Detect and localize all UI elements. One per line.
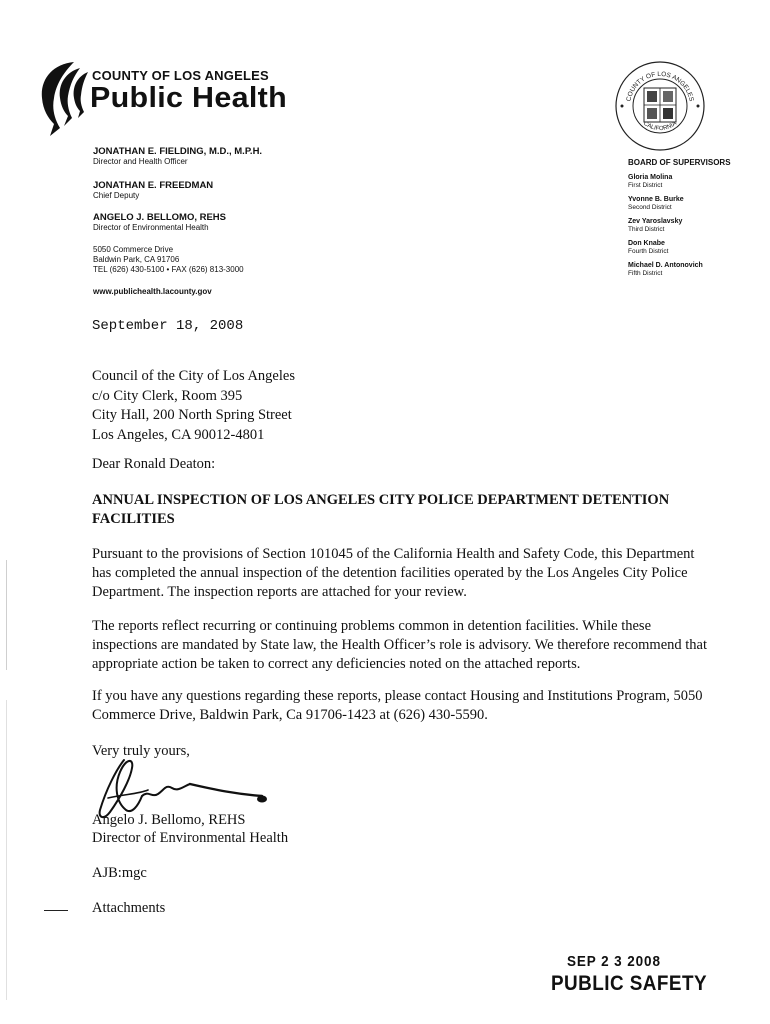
signer-name: Angelo J. Bellomo, REHS <box>92 812 246 828</box>
supervisor-name: Yvonne B. Burke <box>628 196 684 203</box>
staff-name: JONATHAN E. FIELDING, M.D., M.P.H. <box>93 146 263 157</box>
body-paragraph: If you have any questions regarding these reports, please contact Housing and Institutions Program, 5050 Commerce Drive, Baldwin Park, Ca 91706-1423 at (626) 430-5590. <box>92 688 703 723</box>
body-paragraph: Pursuant to the provisions of Section 101045 of the California Health and Safety Code, this Department has completed the annual inspection of the detention facilities operated by the Los Angeles City Police Department. The inspection reports are attached for your review. <box>92 546 695 600</box>
closing: Very truly yours, <box>92 743 190 759</box>
seal-text-top: COUNTY OF LOS ANGELES <box>625 70 695 103</box>
reference-initials: AJB:mgc <box>92 865 147 881</box>
supervisor-name: Don Knabe <box>628 240 665 247</box>
recipient-line: Los Angeles, CA 90012-4801 <box>92 426 265 443</box>
seal-text-bottom: CALIFORNIA <box>642 120 678 133</box>
supervisor-district: Fifth District <box>628 270 663 277</box>
website-link[interactable]: www.publichealth.lacounty.gov <box>93 287 212 296</box>
board-member <box>628 262 703 278</box>
staff-name: JONATHAN E. FREEDMAN <box>93 180 214 191</box>
address-phone: TEL (626) 430-5100 • FAX (626) 813-3000 <box>93 265 244 274</box>
board-heading: BOARD OF SUPERVISORS <box>628 158 731 167</box>
supervisor-name: Zev Yaroslavsky <box>628 218 683 225</box>
county-name: COUNTY OF LOS ANGELES <box>92 68 269 83</box>
staff-name: ANGELO J. BELLOMO, REHS <box>93 212 227 223</box>
body-paragraph: The reports reflect recurring or continuing problems common in detention facilities. While these inspections are mandated by State law, the Health Officer’s role is advisory. We therefore recommend that appropriate action be taken to correct any deficiencies noted on the attached reports. <box>92 618 708 672</box>
public-health-logo <box>34 58 96 138</box>
staff-title: Director of Environmental Health <box>93 223 209 232</box>
supervisor-name: Gloria Molina <box>628 174 673 181</box>
recipient-line: c/o City Clerk, Room 395 <box>92 387 243 404</box>
staff-title: Chief Deputy <box>93 191 140 200</box>
recipient-line: Council of the City of Los Angeles <box>92 368 295 384</box>
scan-edge-line <box>6 700 7 1000</box>
letter-date: September 18, 2008 <box>92 318 244 334</box>
department-address <box>93 245 244 275</box>
salutation: Dear Ronald Deaton: <box>92 456 216 472</box>
signer-title: Director of Environmental Health <box>92 830 289 846</box>
staff-block <box>93 212 226 232</box>
margin-dash <box>44 910 68 911</box>
attachments-label: Attachments <box>92 900 166 916</box>
staff-block <box>93 180 213 200</box>
address-street: 5050 Commerce Drive <box>93 245 174 254</box>
received-stamp-date: SEP 2 3 2008 <box>567 953 661 970</box>
supervisor-district: First District <box>628 182 663 189</box>
board-member <box>628 240 668 256</box>
recipient-address <box>92 367 295 445</box>
board-member <box>628 218 682 234</box>
supervisor-district: Third District <box>628 226 665 233</box>
scan-edge-line <box>6 560 7 670</box>
board-member <box>628 174 672 190</box>
recipient-line: City Hall, 200 North Spring Street <box>92 407 292 423</box>
staff-title: Director and Health Officer <box>93 157 188 166</box>
department-name: Public Health <box>90 82 287 114</box>
supervisor-district: Fourth District <box>628 248 669 255</box>
received-stamp-department: PUBLIC SAFETY <box>551 972 708 995</box>
supervisor-district: Second District <box>628 204 672 211</box>
address-city: Baldwin Park, CA 91706 <box>93 255 180 264</box>
county-seal-icon <box>612 58 708 154</box>
staff-block <box>93 146 262 166</box>
board-member <box>628 196 684 212</box>
supervisor-name: Michael D. Antonovich <box>628 262 703 269</box>
subject-line: ANNUAL INSPECTION OF LOS ANGELES CITY POLICE DEPARTMENT DETENTION FACILITIES <box>92 492 670 527</box>
